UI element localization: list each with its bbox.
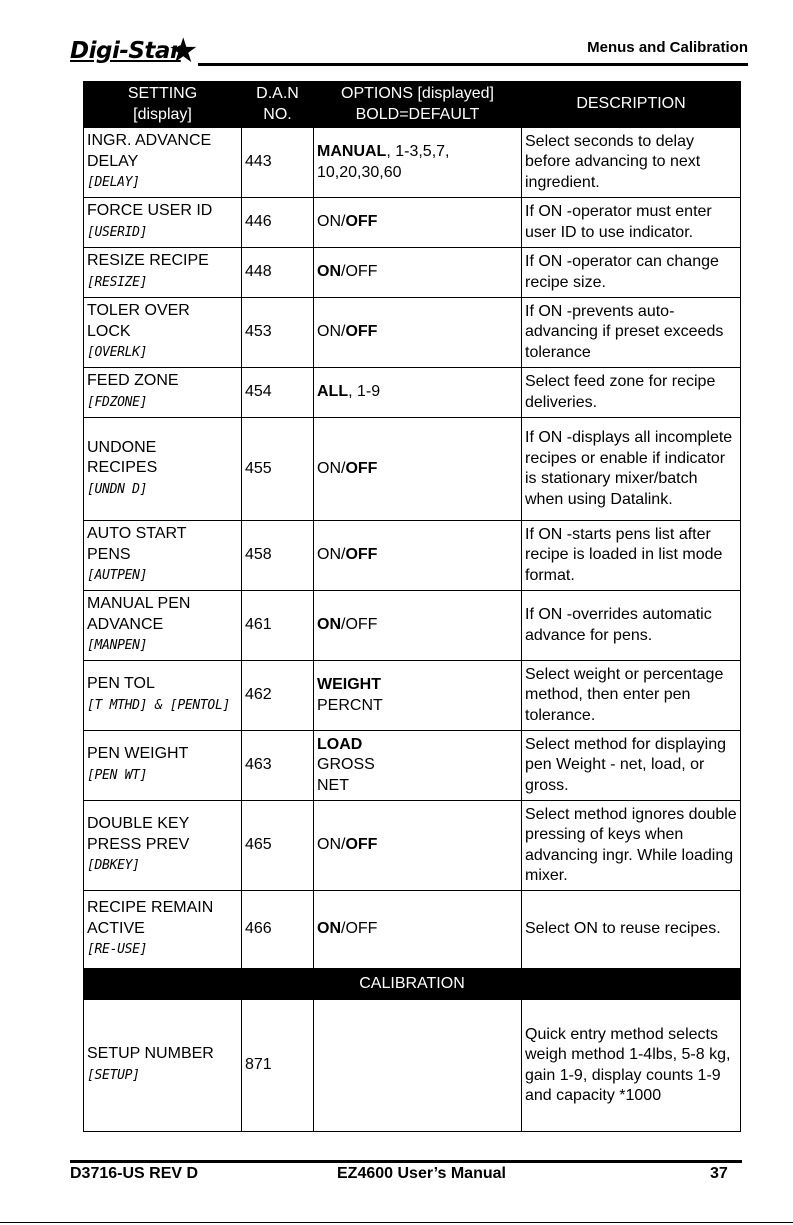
setting-cell: [84, 368, 242, 418]
option-value: 10,20,30,60: [317, 163, 402, 181]
table-row: [84, 731, 741, 801]
display-code: [DBKEY]: [87, 858, 140, 873]
dan-number: 453: [242, 298, 314, 368]
description-cell: If ON -prevents auto-advancing if preset exceeds tolerance: [522, 298, 741, 368]
option-value: ON/: [317, 459, 346, 477]
header-options: OPTIONS [displayed] BOLD=DEFAULT: [314, 82, 522, 128]
dan-number: 465: [242, 801, 314, 891]
options-cell: [314, 128, 522, 198]
options-cell: [314, 731, 522, 801]
table-row: [84, 128, 741, 198]
section-row: [84, 969, 741, 1000]
doc-id: D3716-US REV D: [70, 1165, 199, 1182]
table-row: [84, 591, 741, 661]
option-default: ON: [317, 263, 341, 281]
table-row: [84, 1000, 741, 1132]
option-default: OFF: [345, 836, 378, 854]
display-code: [PEN WT]: [87, 767, 148, 783]
page-number: 37: [710, 1165, 728, 1182]
option-default: LOAD: [317, 735, 363, 753]
option-value: /OFF: [341, 616, 378, 634]
settings-rows: [84, 128, 741, 969]
option-value: ON/: [317, 546, 346, 564]
table-header-row: [84, 82, 741, 128]
setting-cell: [84, 248, 242, 298]
section-label: CALIBRATION: [84, 969, 741, 1000]
option-value: , 1-9: [348, 383, 381, 401]
options-cell: [314, 801, 522, 891]
display-code: [T MTHD] & [PENTOL]: [87, 697, 231, 713]
digistar-logo: [70, 38, 181, 64]
description-cell: If ON -displays all incomplete recipes or enable if indicator is stationary mixer/batch when using Datalink.: [522, 418, 741, 521]
setting-name: RECIPES: [87, 459, 158, 476]
setting-cell: [84, 731, 242, 801]
table-row: [84, 368, 741, 418]
display-code: [OVERLK]: [87, 345, 148, 360]
header-setting: SETTING [display]: [84, 82, 242, 128]
table-row: [84, 248, 741, 298]
dan-number: 461: [242, 591, 314, 661]
options-cell: [314, 521, 522, 591]
header-divider: [198, 63, 748, 66]
option-value: ON/: [317, 323, 346, 341]
setting-name: DOUBLE KEY: [87, 815, 190, 832]
setting-cell: [84, 661, 242, 731]
description-cell: If ON -operator must enter user ID to use indicator.: [522, 198, 741, 248]
star-icon: ★: [168, 32, 199, 70]
setting-name: MANUAL PEN: [87, 595, 191, 612]
dan-number: 463: [242, 731, 314, 801]
setting-name: FORCE USER ID: [87, 202, 213, 220]
description-cell: Select method ignores double pressing of keys when advancing ingr. While loading mixer.: [522, 801, 741, 891]
manual-title: EZ4600 User’s Manual: [337, 1165, 506, 1182]
table-row: [84, 418, 741, 521]
description-cell: Select seconds to delay before advancing to next ingredient.: [522, 128, 741, 198]
setting-name: UNDONE: [87, 438, 157, 456]
description-cell: Select weight or percentage method, then enter pen tolerance.: [522, 661, 741, 731]
option-default: OFF: [345, 546, 378, 564]
dan-number: 446: [242, 198, 314, 248]
option-value: /OFF: [341, 920, 378, 938]
dan-number: 466: [242, 891, 314, 969]
display-code: [MANPEN]: [87, 638, 148, 653]
setting-cell: [84, 1000, 242, 1132]
option-default: ALL: [317, 383, 349, 401]
header-description: DESCRIPTION: [522, 82, 741, 128]
description-cell: Select feed zone for recipe deliveries.: [522, 368, 741, 418]
dan-number: 455: [242, 418, 314, 521]
setting-name: LOCK: [87, 322, 131, 340]
settings-table: [83, 81, 741, 1132]
table-row: [84, 891, 741, 969]
description-cell: Quick entry method selects weigh method 1-4lbs, 5-8 kg, gain 1-9, display counts 1-9 and capacity *1000: [522, 1000, 741, 1132]
setting-cell: [84, 128, 242, 198]
setting-name: PENS: [87, 545, 131, 563]
header-dan: D.A.N NO.: [242, 82, 314, 128]
dan-number: 443: [242, 128, 314, 198]
description-cell: Select ON to reuse recipes.: [522, 891, 741, 969]
option-value: GROSS: [317, 756, 375, 774]
display-code: [RESIZE]: [87, 274, 148, 290]
option-value: NET: [317, 776, 349, 794]
setting-cell: [84, 198, 242, 248]
option-default: OFF: [345, 213, 378, 231]
setting-cell: [84, 801, 242, 891]
option-default: WEIGHT: [317, 676, 381, 693]
option-value: , 1-3,5,7,: [386, 143, 450, 160]
options-cell: [314, 198, 522, 248]
setting-name: PEN TOL: [87, 675, 155, 693]
description-cell: If ON -operator can change recipe size.: [522, 248, 741, 298]
dan-number: 458: [242, 521, 314, 591]
option-value: ON/: [317, 213, 346, 231]
setting-name: INGR. ADVANCE: [87, 132, 212, 149]
option-value: ON/: [317, 836, 346, 854]
setting-name: AUTO START: [87, 525, 187, 542]
page-edge: [0, 1222, 793, 1223]
option-default: ON: [317, 616, 341, 634]
setting-cell: [84, 418, 242, 521]
calibration-rows: [84, 1000, 741, 1132]
display-code: [DELAY]: [87, 175, 140, 190]
setting-cell: [84, 298, 242, 368]
table-row: [84, 521, 741, 591]
setting-cell: [84, 891, 242, 969]
table-row: [84, 801, 741, 891]
setting-name: ACTIVE: [87, 919, 145, 937]
section-title: Menus and Calibration: [587, 39, 748, 56]
description-cell: If ON -starts pens list after recipe is loaded in list mode format.: [522, 521, 741, 591]
setting-name: RECIPE REMAIN: [87, 899, 214, 916]
setting-cell: [84, 591, 242, 661]
options-cell: [314, 298, 522, 368]
options-cell: [314, 418, 522, 521]
setting-cell: [84, 521, 242, 591]
options-cell: [314, 248, 522, 298]
display-code: [RE-USE]: [87, 942, 148, 957]
setting-name: FEED ZONE: [87, 372, 179, 390]
setting-name: DELAY: [87, 152, 139, 170]
dan-number: 454: [242, 368, 314, 418]
options-cell: [314, 891, 522, 969]
setting-name: RESIZE RECIPE: [87, 252, 209, 270]
option-default: OFF: [345, 459, 378, 477]
display-code: [AUTPEN]: [87, 568, 148, 583]
setting-name: TOLER OVER: [87, 302, 190, 319]
display-code: [UNDN D]: [87, 481, 148, 497]
description-cell: If ON -overrides automatic advance for pens.: [522, 591, 741, 661]
option-default: MANUAL: [317, 143, 387, 160]
setting-name: SETUP NUMBER: [87, 1045, 214, 1063]
logo-text: Digi-Star: [70, 38, 181, 64]
description-cell: Select method for displaying pen Weight - net, load, or gross.: [522, 731, 741, 801]
setting-name: PEN WEIGHT: [87, 745, 189, 763]
table-row: [84, 298, 741, 368]
display-code: [FDZONE]: [87, 394, 148, 410]
table-row: [84, 661, 741, 731]
dan-number: 871: [242, 1000, 314, 1132]
dan-number: 462: [242, 661, 314, 731]
option-default: OFF: [345, 323, 378, 341]
display-code: [USERID]: [87, 224, 148, 240]
option-value: PERCNT: [317, 696, 383, 714]
options-cell: [314, 1000, 522, 1132]
options-cell: [314, 368, 522, 418]
setting-name: PRESS PREV: [87, 835, 190, 853]
setting-name: ADVANCE: [87, 615, 164, 633]
option-value: /OFF: [341, 263, 378, 281]
options-cell: [314, 591, 522, 661]
option-default: ON: [317, 920, 341, 938]
display-code: [SETUP]: [87, 1067, 140, 1083]
dan-number: 448: [242, 248, 314, 298]
table-row: [84, 198, 741, 248]
options-cell: [314, 661, 522, 731]
footer-divider: [70, 1160, 742, 1163]
page-header: [70, 32, 748, 70]
